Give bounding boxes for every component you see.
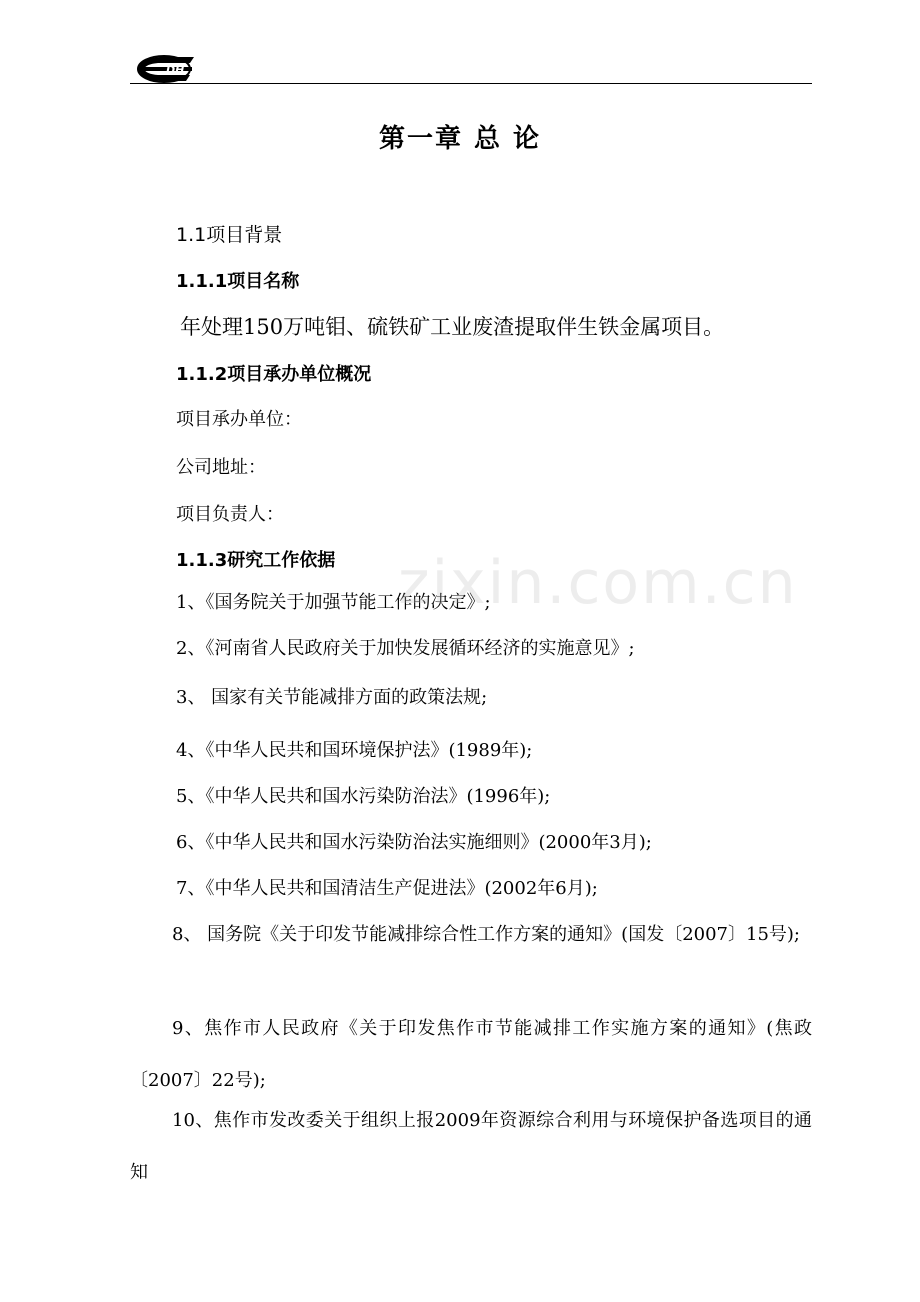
basis-item: 6、《中华人民共和国水污染防治法实施细则》(2000年3月); bbox=[176, 832, 652, 853]
header-rule bbox=[130, 83, 812, 84]
basis-item: 1、《国务院关于加强节能工作的决定》; bbox=[176, 592, 491, 613]
section-heading-1-1-1: 1.1.1项目名称 bbox=[176, 271, 300, 292]
watermark: zixin.com.cn bbox=[398, 548, 798, 618]
company-logo bbox=[136, 54, 198, 84]
section-heading-1-1-2: 1.1.2项目承办单位概况 bbox=[176, 364, 372, 385]
section-heading-1-1: 1.1项目背景 bbox=[176, 224, 283, 246]
basis-item: 5、《中华人民共和国水污染防治法》(1996年); bbox=[176, 786, 551, 807]
basis-item: 9、焦作市人民政府《关于印发焦作市节能减排工作实施方案的通知》(焦政〔2007〕22号); bbox=[130, 1018, 812, 1091]
project-name: 年处理150万吨钼、硫铁矿工业废渣提取伴生铁金属项目。 bbox=[180, 315, 725, 339]
basis-item: 4、《中华人民共和国环境保护法》(1989年); bbox=[176, 740, 533, 761]
address-field: 公司地址： bbox=[176, 457, 266, 478]
basis-item: 7、《中华人民共和国清洁生产促进法》(2002年6月); bbox=[176, 878, 598, 899]
basis-item: 2、《河南省人民政府关于加快发展循环经济的实施意见》; bbox=[176, 638, 635, 659]
page-title: 第一章 总 论 bbox=[378, 124, 542, 154]
section-heading-1-1-3: 1.1.3研究工作依据 bbox=[176, 550, 336, 571]
unit-field: 项目承办单位： bbox=[176, 409, 302, 430]
leader-field: 项目负责人： bbox=[176, 504, 284, 525]
basis-item: 3、 国家有关节能减排方面的政策法规; bbox=[176, 687, 488, 708]
basis-item: 8、 国务院《关于印发节能减排综合性工作方案的通知》(国发〔2007〕15号); bbox=[172, 924, 800, 945]
basis-item: 10、焦作市发改委关于组织上报2009年资源综合利用与环境保护备选项目的通知 bbox=[130, 1110, 812, 1183]
svg-text:DH: DH bbox=[166, 63, 185, 77]
